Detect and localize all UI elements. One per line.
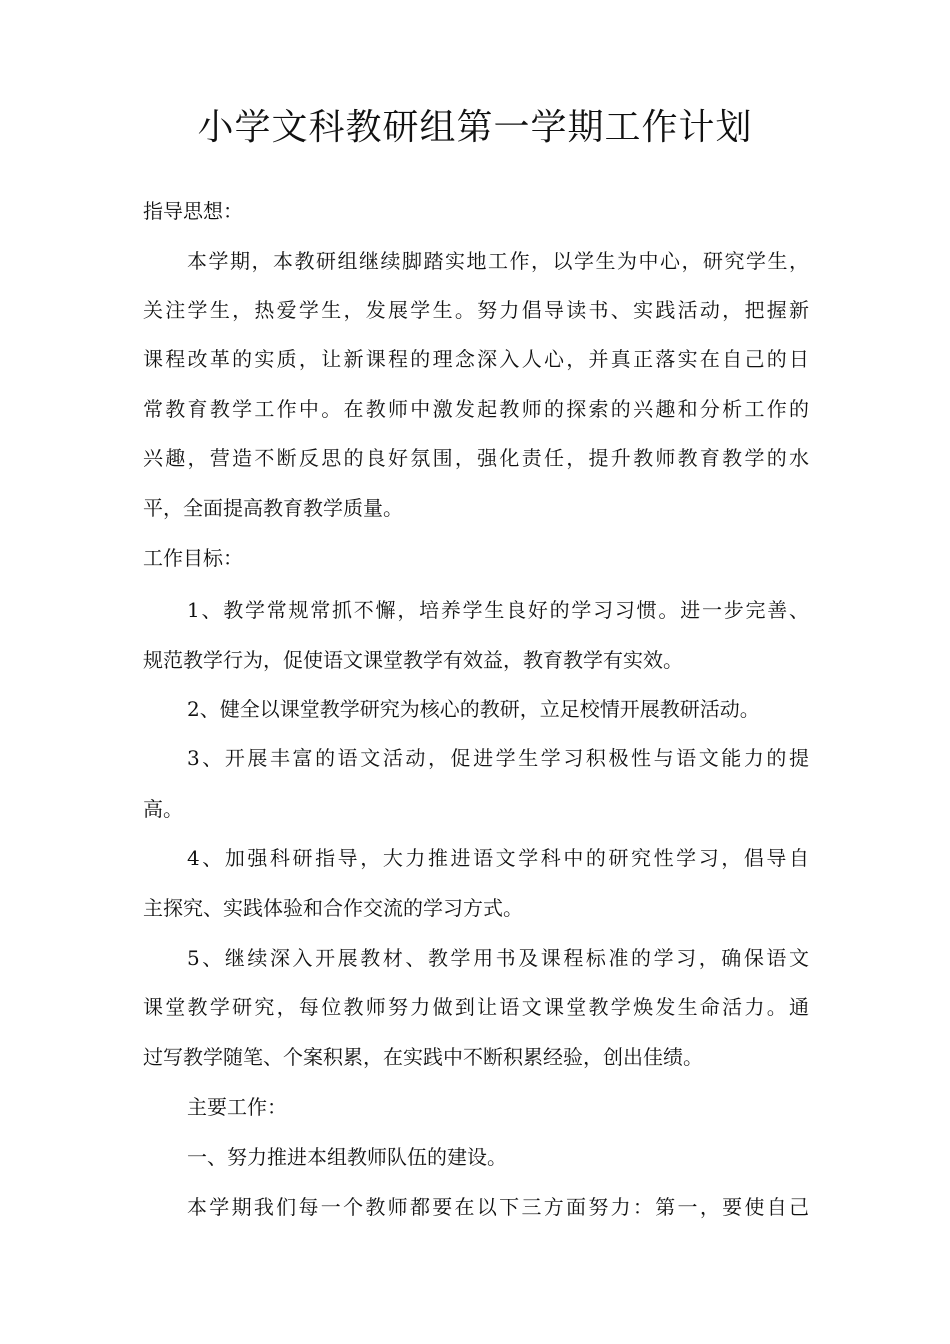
section-heading-1: 一、努力推进本组教师队伍的建设。 (187, 1145, 507, 1169)
paragraph-line: 关注学生，热爱学生，发展学生。努力倡导读书、实践活动，把握新 (143, 298, 809, 322)
goal-item-1: 1、教学常规常抓不懈，培养学生良好的学习习惯。进一步完善、 (187, 598, 809, 622)
goal-item-5-cont: 课堂教学研究，每位教师努力做到让语文课堂教学焕发生命活力。通 (143, 995, 809, 1019)
paragraph-line: 课程改革的实质，让新课程的理念深入人心，并真正落实在自己的日 (143, 347, 809, 371)
page-title: 小学文科教研组第一学期工作计划 (197, 107, 753, 148)
paragraph-line: 本学期，本教研组继续脚踏实地工作，以学生为中心，研究学生， (187, 249, 809, 273)
heading-guiding-thought: 指导思想： (143, 199, 243, 223)
goal-item-4-cont: 主探究、实践体验和合作交流的学习方式。 (143, 896, 523, 920)
goal-item-4: 4、加强科研指导，大力推进语文学科中的研究性学习，倡导自 (187, 846, 809, 870)
paragraph-line: 平，全面提高教育教学质量。 (143, 496, 403, 520)
goal-item-2: 2、健全以课堂教学研究为核心的教研，立足校情开展教研活动。 (187, 697, 760, 721)
heading-main-work: 主要工作： (187, 1095, 287, 1119)
paragraph-line: 兴趣，营造不断反思的良好氛围，强化责任，提升教师教育教学的水 (143, 446, 809, 470)
goal-item-5-cont: 过写教学随笔、个案积累，在实践中不断积累经验，创出佳绩。 (143, 1045, 703, 1069)
paragraph-line: 常教育教学工作中。在教师中激发起教师的探索的兴趣和分析工作的 (143, 397, 809, 421)
goal-item-5: 5、继续深入开展教材、教学用书及课程标准的学习，确保语文 (187, 946, 809, 970)
goal-item-3-cont: 高。 (143, 797, 183, 821)
goal-item-1-cont: 规范教学行为，促使语文课堂教学有效益，教育教学有实效。 (143, 648, 683, 672)
heading-work-goals: 工作目标： (143, 546, 243, 570)
goal-item-3: 3、开展丰富的语文活动，促进学生学习积极性与语文能力的提 (187, 746, 809, 770)
paragraph-line: 本学期我们每一个教师都要在以下三方面努力：第一，要使自己 (187, 1195, 809, 1219)
